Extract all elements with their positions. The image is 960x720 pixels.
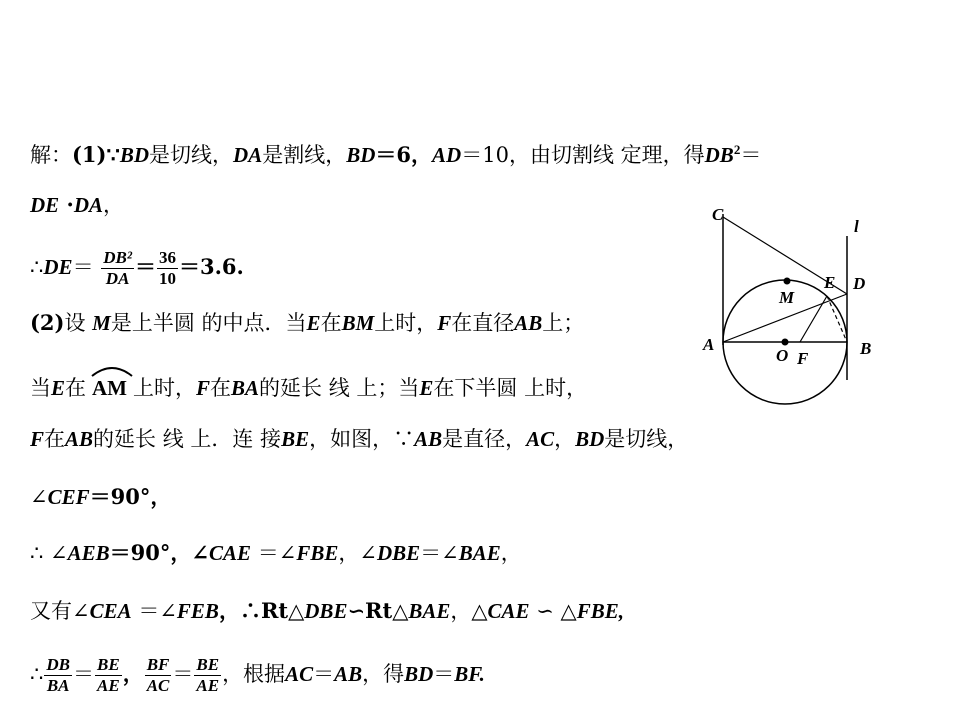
math-var: CAE [487,599,530,623]
text: 在 [44,427,66,451]
text: ＝∠ [251,541,297,565]
text: ＝10，由切割线 定理，得 [461,143,705,167]
text: ∽Rt△ [347,598,409,623]
math-var: AB [65,427,94,451]
math-var: BE [281,427,310,451]
label-M: M [779,288,795,307]
point-O [782,339,789,346]
text: 是切线， [149,143,234,167]
fraction [44,655,72,696]
math-var: BD [119,143,150,167]
math-var: DA [73,193,103,217]
text: 上时， [133,376,197,400]
text: · [59,192,74,217]
text: ＝ [740,143,762,167]
math-var: BD [404,662,434,686]
math-var: AB [414,427,443,451]
text: ，∠ [338,541,377,565]
segment-BE-dashed [827,296,847,342]
math-var: BM [341,311,375,335]
text: ，得 [362,662,405,686]
text: ＝90°， [89,484,172,509]
text: 在 [65,376,87,400]
solution-line-7 [30,483,171,511]
text: 在 [210,376,232,400]
fraction-numerator: BE [196,655,220,674]
text: , [618,599,624,623]
label-A: A [703,335,715,354]
solution-line-6 [30,425,688,453]
math-var: FBE [576,599,619,623]
fraction-denominator: AE [196,676,220,695]
fraction [157,248,178,289]
angle-symbol: ∠ [30,485,48,509]
fraction [101,248,134,289]
math-var: DBE [304,599,348,623]
text: 的延长 线 上；当 [259,376,420,400]
text: 当 [30,376,51,400]
math-var: AEB [67,541,110,565]
therefore-symbol: ∴ [30,255,44,279]
text: 在下半圆 上时， [433,376,588,400]
math-var: AB [334,662,363,686]
fraction-denominator: BA [46,676,70,695]
text: 上； [542,311,585,335]
fraction [95,655,122,696]
text: 又有∠ [30,599,90,623]
fraction-numerator: BF [146,655,170,674]
text: ，∴Rt△ [218,598,305,623]
arc-icon [90,364,134,378]
solution-line-4 [30,309,584,337]
math-var: AC [526,427,555,451]
text: 解： [30,143,72,167]
text: ＝3.6. [178,254,244,279]
math-var: BD [575,427,605,451]
text: ＝∠ [131,599,177,623]
text: ＝ [172,662,194,686]
text: 在直径 [451,311,515,335]
math-var: BD [346,143,376,167]
math-var: BF. [454,662,485,686]
math-var: AB [514,311,543,335]
arc-label: AM [92,376,128,400]
text: ＝ [73,662,94,686]
math-var: DE [43,255,73,279]
text: ，△ [450,599,488,623]
text: ， [500,541,522,565]
math-var: CEF [47,485,90,509]
text: 在 [320,311,342,335]
fraction-denominator: DA [105,269,130,288]
fraction-denominator: AC [146,676,170,695]
text: 设 [64,311,93,335]
label-l: l [854,217,859,236]
solution-line-5 [30,368,587,402]
text: ＝ [433,662,455,686]
math-var: E [51,376,66,400]
text: ∽ △ [529,599,577,623]
fraction [145,655,172,696]
text: ＝90°，∠ [109,540,209,565]
math-var: BAE [408,599,451,623]
fraction [194,655,221,696]
math-var: DBE [376,541,421,565]
text: 是割线， [262,143,347,167]
label-B: B [860,339,872,358]
math-var: FBE [296,541,339,565]
label-D: D [853,274,866,293]
math-var: DB [704,143,734,167]
text: ＝ [313,662,335,686]
math-var: BA [231,376,260,400]
text: ＝ [72,255,94,279]
text: ＝6， [375,142,433,167]
label-E: E [824,273,836,292]
math-var: CEA [89,599,132,623]
solution-line-8 [30,539,522,567]
math-var: DA [233,143,263,167]
fraction-numerator: BE [97,655,120,674]
math-var: AC [285,662,314,686]
solution-line-1 [30,136,761,169]
label-C: C [712,205,724,224]
text: 上时， [374,311,438,335]
text: ＝∠ [420,541,459,565]
label-F: F [797,349,809,368]
math-var: CAE [209,541,252,565]
text: 是上半圆 的中点．当 [110,311,307,335]
solution-line-10 [30,652,485,696]
geometry-diagram [690,200,890,410]
math-var: F [437,311,452,335]
math-var: FEB [176,599,219,623]
fraction-denominator: 10 [158,269,176,288]
point-M [784,278,791,285]
text: ， [103,193,124,217]
text: 是切线， [604,427,689,451]
fraction-denominator: AE [97,676,120,695]
fraction-numerator: DB² [103,248,132,267]
text: ＝ [134,254,156,279]
text: ∴ ∠ [30,541,68,565]
text: ， [554,427,576,451]
therefore-symbol: ∴ [30,662,44,686]
fraction-numerator: 36 [158,248,176,267]
text: (2) [30,310,65,335]
solution-line-2 [30,191,124,219]
text: 是直径， [442,427,527,451]
math-var: M [92,311,111,335]
solution-line-9 [30,597,624,625]
text: ，如图，∵ [309,427,415,451]
math-var: F [196,376,211,400]
math-var: E [306,311,321,335]
math-var: DE [30,193,60,217]
text: ，根据 [222,662,286,686]
math-var: AD [432,143,462,167]
exponent: 2 [733,142,741,157]
arc-notation [92,368,127,402]
math-var: F [30,427,45,451]
solution-line-3 [30,248,244,289]
segment-EF [800,296,827,342]
text: (1)∵ [72,142,120,167]
math-var: E [419,376,434,400]
label-O: O [776,346,789,365]
text: ， [122,661,144,686]
fraction-numerator: DB [46,655,70,674]
math-var: BAE [458,541,501,565]
text: 的延长 线 上．连 接 [93,427,282,451]
